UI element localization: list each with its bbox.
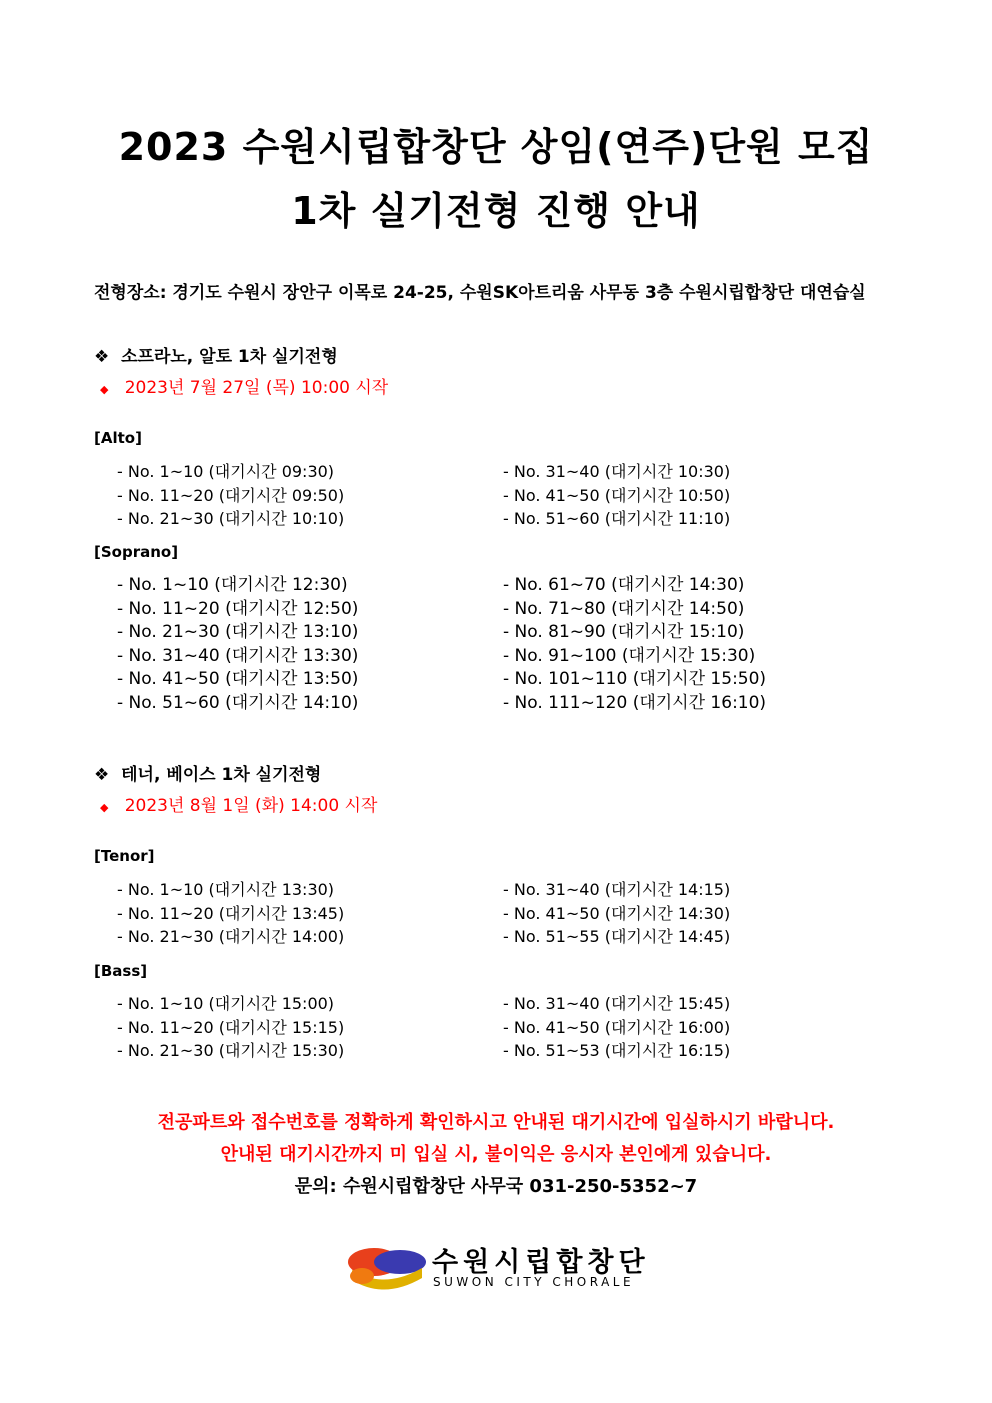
chorale-logo-icon bbox=[344, 1240, 430, 1292]
soprano-list-right bbox=[503, 574, 766, 715]
diamond-bullet-icon: ❖ bbox=[94, 765, 110, 785]
list-item: - No. 11~20 (대기시간 09:50) bbox=[117, 485, 345, 505]
list-item: - No. 91~100 (대기시간 15:30) bbox=[503, 645, 756, 666]
bass-list-left bbox=[117, 992, 344, 1063]
section-heading-soprano-alto: ❖ 소프라노, 알토 1차 실기전형 bbox=[94, 347, 338, 367]
list-item: - No. 111~120 (대기시간 16:10) bbox=[503, 692, 767, 713]
list-item: - No. 41~50 (대기시간 14:30) bbox=[503, 903, 731, 923]
list-item: - No. 51~55 (대기시간 14:45) bbox=[503, 927, 731, 946]
list-item: - No. 41~50 (대기시간 16:00) bbox=[503, 1017, 731, 1037]
list-item: - No. 81~90 (대기시간 15:10) bbox=[503, 622, 745, 642]
list-item: - No. 31~40 (대기시간 13:30) bbox=[117, 645, 359, 666]
section-date-tenor-bass: ◆ 2023년 8월 1일 (화) 14:00 시작 bbox=[100, 796, 378, 816]
list-item: - No. 31~40 (대기시간 14:15) bbox=[503, 880, 731, 899]
list-item: - No. 1~10 (대기시간 12:30) bbox=[117, 575, 348, 595]
list-item: - No. 11~20 (대기시간 13:45) bbox=[117, 903, 345, 923]
red-diamond-icon: ◆ bbox=[100, 383, 109, 396]
part-label-soprano: [Soprano] bbox=[94, 543, 179, 561]
list-item: - No. 31~40 (대기시간 10:30) bbox=[503, 462, 731, 481]
soprano-list-left bbox=[117, 574, 358, 715]
list-item: - No. 11~20 (대기시간 12:50) bbox=[117, 598, 359, 619]
notice-line-1: 전공파트와 접수번호를 정확하게 확인하시고 안내된 대기시간에 입실하시기 바랍니다. bbox=[157, 1112, 835, 1133]
red-diamond-icon: ◆ bbox=[100, 801, 109, 814]
tenor-list-right bbox=[503, 878, 730, 949]
list-item: - No. 21~30 (대기시간 13:10) bbox=[117, 622, 359, 642]
part-label-tenor: [Tenor] bbox=[94, 847, 155, 865]
bass-list-right bbox=[503, 992, 730, 1063]
list-item: - No. 51~60 (대기시간 11:10) bbox=[503, 509, 731, 528]
list-item: - No. 1~10 (대기시간 13:30) bbox=[117, 880, 335, 899]
list-item: - No. 61~70 (대기시간 14:30) bbox=[503, 575, 745, 595]
list-item: - No. 21~30 (대기시간 14:00) bbox=[117, 927, 345, 946]
list-item: - No. 11~20 (대기시간 15:15) bbox=[117, 1017, 345, 1037]
title-line-2: 1차 실기전형 진행 안내 bbox=[291, 189, 701, 233]
diamond-bullet-icon: ❖ bbox=[94, 347, 110, 367]
list-item: - No. 41~50 (대기시간 13:50) bbox=[117, 669, 359, 689]
section-heading-tenor-bass: ❖ 테너, 베이스 1차 실기전형 bbox=[94, 765, 322, 785]
list-item: - No. 21~30 (대기시간 15:30) bbox=[117, 1041, 345, 1060]
contact-info: 문의: 수원시립합창단 사무국 031-250-5352~7 bbox=[294, 1176, 698, 1197]
exam-location: 전형장소: 경기도 수원시 장안구 이목로 24-25, 수원SK아트리움 사무동 3층 수원시립합창단 대연습실 bbox=[94, 283, 866, 303]
alto-list-right bbox=[503, 460, 730, 531]
list-item: - No. 41~50 (대기시간 10:50) bbox=[503, 485, 731, 505]
list-item: - No. 101~110 (대기시간 15:50) bbox=[503, 669, 767, 689]
logo-korean-name: 수원시립합창단 bbox=[432, 1247, 650, 1278]
notice-line-2: 안내된 대기시간까지 미 입실 시, 불이익은 응시자 본인에게 있습니다. bbox=[220, 1144, 772, 1165]
list-item: - No. 51~60 (대기시간 14:10) bbox=[117, 692, 359, 713]
part-label-bass: [Bass] bbox=[94, 962, 148, 980]
list-item: - No. 31~40 (대기시간 15:45) bbox=[503, 994, 731, 1013]
list-item: - No. 21~30 (대기시간 10:10) bbox=[117, 509, 345, 528]
title-line-1: 2023 수원시립합창단 상임(연주)단원 모집 bbox=[118, 125, 874, 169]
list-item: - No. 71~80 (대기시간 14:50) bbox=[503, 598, 745, 619]
tenor-list-left bbox=[117, 878, 344, 949]
list-item: - No. 51~53 (대기시간 16:15) bbox=[503, 1041, 731, 1060]
logo-english-name: SUWON CITY CHORALE bbox=[433, 1275, 635, 1289]
part-label-alto: [Alto] bbox=[94, 429, 142, 447]
list-item: - No. 1~10 (대기시간 09:30) bbox=[117, 462, 335, 481]
list-item: - No. 1~10 (대기시간 15:00) bbox=[117, 994, 335, 1013]
section-date-soprano-alto: ◆ 2023년 7월 27일 (목) 10:00 시작 bbox=[100, 378, 389, 398]
alto-list-left bbox=[117, 460, 344, 531]
